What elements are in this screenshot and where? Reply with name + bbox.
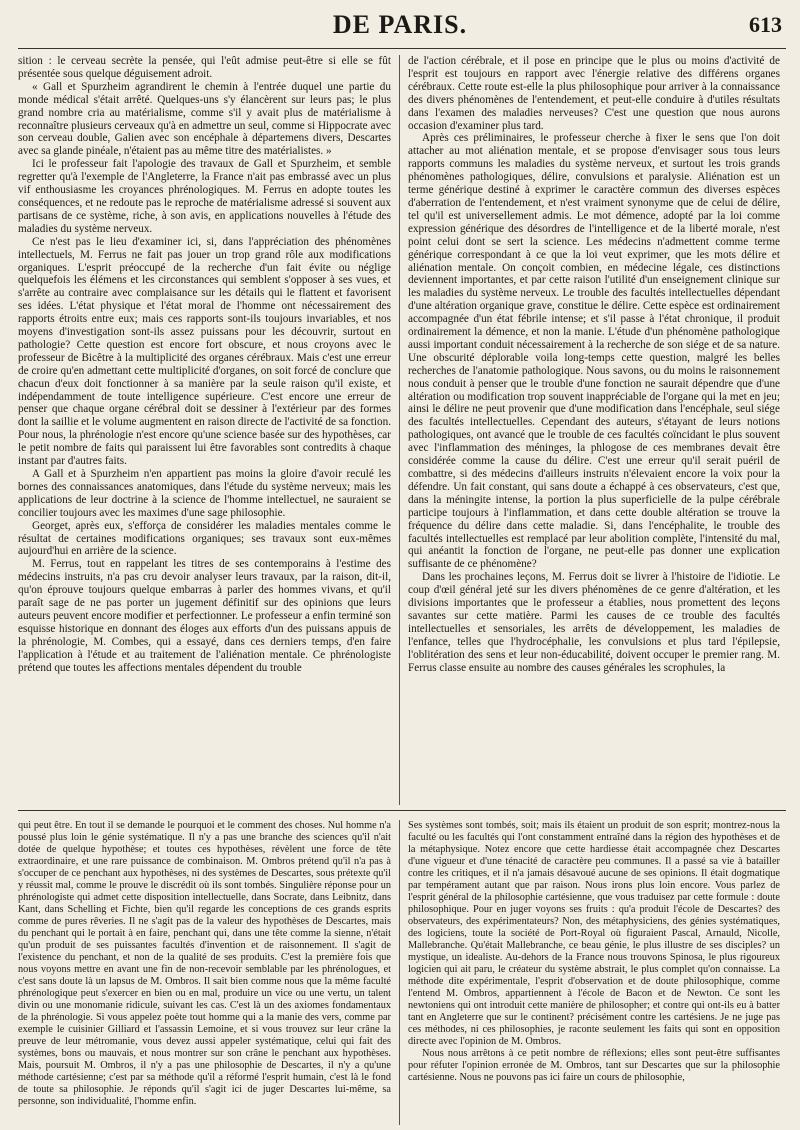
column-divider	[399, 55, 400, 805]
paragraph: Ses systèmes sont tombés, soit; mais ils étaient un produit de son esprit; montrez-nous la faculté ou les facultés qui l'ont constamment entraîné dans la région des hypothèses et de la métaphysique. Notez encore que cette hardiesse était accompagnée chez Descartes d'une vigueur et d'une ténacité de caractère peu communes. Il a passé sa vie à batailler contre les critiques, et il n'a jamais désavoué aucune de ses opinions. Il était dogmatique par tempérament autant que par raison. Nous irons plus loin encore. Vous parlez de l'esprit général de la philosophie cartésienne, que vous traduisez par cette formule : doute philosophique. Pour en juger voyons ses fruits : qu'a produit l'école de Descartes? des observateurs, des expérimentateurs? Non, des métaphysiciens, des génies systématiques, des logiciens, toute la société de Port-Royal où figuraient Pascal, Arnauld, Nicolle, Mallebranche. Qu'était Mallebranche, ce beau génie, le plus illustre de ses disciples? un mystique, un idealiste. Au-dehors de la France nous trouvons Spinosa, le plus rigoureux logicien qui ait paru, le créateur du système abstrait, le plus complet qu'on connaisse. La méthode dite expérimentale, l'esprit d'observation et de doute philosophique, comme l'entend M. Ombros, appartiennent à l'école de Bacon et de Newton. Ce sont les newtoniens qui ont introduit cette manière de philosopher; et contre qui ont-ils eu à batter tant en Angleterre que sur le continent? précisément contre les cartésiens. Je ne juge pas ces méthodes, ni ces philosophies, je raconte seulement les faits qui sont en opposition directe avec l'opinion de M. Ombros.	[408, 820, 780, 1047]
column-divider	[399, 820, 400, 1125]
page-number: 613	[749, 12, 782, 37]
paragraph: Ici le professeur fait l'apologie des travaux de Gall et Spurzheim, et semble regretter qu'à l'exemple de l'Angleterre, la France n'ait pas embrassé avec un plus vif enthousiasme les croyances phrénologiques. M. Ferrus en adopte toutes les conséquences, et ne redoute pas le reproche de matérialisme adressé si souvent aux partisans de ce système, riche, à son avis, en applications nouvelles à l'étude des maladies du système nerveux.	[18, 158, 391, 235]
page-header	[0, 0, 800, 52]
paragraph: de l'action cérébrale, et il pose en principe que le plus ou moins d'activité de l'esprit est toujours en rapport avec l'énergie relative des différens organes cérébraux. Cette route est-elle la plus philosophique pour arriver à la connaissance des divers phénomènes de l'entendement, et peut-elle conduire à d'utiles résultats dans l'examen des maladies nerveuses? C'est une question que nous aurons occasion d'examiner plus tard.	[408, 55, 780, 132]
paragraph: Nous nous arrêtons à ce petit nombre de réflexions; elles sont peut-être suffisantes pour réfuter l'opinion erronée de M. Ombros, tant sur Descartes que sur la philosophie cartésienne. Nous ne pouvons pas ici faire un cours de philosophie,	[408, 1048, 780, 1083]
article-column-right	[408, 55, 780, 803]
paragraph: « Gall et Spurzheim agrandirent le chemin à l'entrée duquel une partie du monde médical s'était arrêté. Quelques-uns s'y élancèrent sur leurs pas; le plus grand nombre cria au matérialisme, comme s'il y avait plus de matérialisme à reconnaître plusieurs cerveaux qu'à en admettre un seul, comme si Hippocrate avec son cerveau double, Galien avec son encéphale à départemens divers, Descartes avec sa glande pinéale, n'étaient pas au même titre des matérialistes. »	[18, 80, 391, 158]
page-title: DE PARIS.	[332, 10, 468, 39]
paragraph: qui peut être. En tout il se demande le pourquoi et le comment des choses. Nul homme n'a poussé plus loin le génie systématique. Il n'y a pas une branche des sciences qu'il n'ait dotée de quelque hypothèse; et toutes ces hypothèses, révèlent une force de tête extraordinaire, et une rare puissance de combinaison. M. Ombros prétend qu'il n'a pas à s'occuper de ce penchant aux hypothèses, ni des systèmes de Descartes, sous prétexte qu'il y réussit mal, comme le prouve le discrédit où ils sont tombés. Singulière réponse pour un phrénologiste qui admet cette disposition intellectuelle, dans Socrate, dans Leibnitz, dans Kant, dans Schelling et Fichte, bien qu'il regarde les conceptions de ces grands esprits comme de pures rêveries. Il ne s'agit pas de la valeur des hypothèses de Descartes, mais du penchant qui le portait à en faire, penchant qui, dans une tête comme la sienne, n'était qu'un produit de ses puissantes facultés d'invention et de raisonnement. Il s'agit de l'existence du penchant, et non de la qualité de ses produits. C'est la première fois que nous voyons mettre en avant une fin de non-recevoir semblable par les phrénologues, et c'est sans doute là un lapsus de M. Ombros. Il sait bien comme nous que la même faculté phrénologique peut s'exercer en bien ou en mal, produire un vice ou une vertu, un talent divin ou une monomanie ridicule, suivant les cas. C'est là un des axiomes fondamentaux de la phrénologie. Si vous appelez poète tout homme qui a la manie des vers, comme par exemple le cuisinier Gilliard et l'assassin Lemoine, et si vous trouvez sur leur crâne la preuve de leur métromanie, vous devez aussi appeler systématique, celui qui fait des systèmes, bons ou mauvais, et nous montrer sur son crâne le penchant aux hypothèses. Mais, poursuit M. Ombros, il n'y a pas une philosophie de Descartes, il n'y a qu'une méthode cartésienne; c'est par sa méthode qu'il a réformé l'esprit humain, c'est là le fond de toute sa philosophie. Je réponds qu'il s'agit ici de juger Descartes lui-même, sa personne, son individualité, l'homme enfin.	[18, 820, 391, 1107]
feuilleton-column-right	[408, 820, 780, 1125]
paragraph: Après ces préliminaires, le professeur cherche à fixer le sens que l'on doit attacher au mot aliénation mentale, et se propose d'envisager sous tous leurs rapports communs les maladies du système nerveux, et surtout les trois grands phénomènes pathologiques, délire, convulsions et paralysie. Aliénation est un terme générique destiné à exprimer le caractère commun des diverses espèces d'aberration de l'entendement, et n'est vraiment synonyme que de celui de délire, tel qu'il est universellement admis. Le mot démence, adopté par la loi comme expression générique des désordres de l'intelligence et de la liberté morale, n'est point celui dont se sert la science. Les médecins n'admettent comme terme générique correspondant à ce que la loi veut exprimer, que les mots délire et aliénation mentale. On conçoit combien, en médecine légale, ces distinctions deviennent importantes, et par cette raison l'utilité d'un enseignement clinique sur les maladies du système nerveux. Le trouble des facultés intellectuelles dépendant d'une altération organique grave, constitue le délire. Cette espèce est ordinairement accompagnée d'un état fébrile intense; et s'il passe à l'état chronique, il produit ordinairement la démence, et non la manie. L'étude d'un phénomène pathologique aussi important conduit nécessairement à la recherche de son siége et de sa nature. Une obscurité déplorable voila long-temps cette question, malgré les belles recherches de l'anatomie pathologique. Nous savons, ou du moins le raisonnement nous conduit à penser que le trouble d'une fonction ne saurait dépendre que d'une altération ou modification trop souvent inappréciable de l'organe qui la met en jeu; ainsi le délire ne peut provenir que d'une modification dans l'encéphale, seul siége des facultés intellectuelles. Cependant des auteurs, s'étayant de leurs notions pathologiques, ont avancé que le trouble de ces facultés coïncidant le plus souvent avec l'inflammation des méninges, la phlogose de ces membranes devait être considérée comme la cause du délire. C'est une erreur qu'il serait puéril de combattre, si des médecins d'ailleurs instruits n'élevaient encore la voix pour la défendre. Un fait constant, qui sans doute a échappé à ces observateurs, c'est que, dans la méningite intense, la portion la plus superficielle de la pulpe cérébrale participe toujours à l'inflammation, et dans cette double altération se trouve la fréquence du délire dans cette maladie. Si, dans l'encéphalite, le trouble des facultés intellectuelles est remplacé par leur abolition complète, l'intensité du mal, qui anéantit la fonction de l'organe, ne peut-elle pas donner une explication suffisante de ce phénomène?	[408, 132, 780, 571]
header-rule	[18, 48, 786, 49]
paragraph: Dans les prochaines leçons, M. Ferrus doit se livrer à l'histoire de l'idiotie. Le coup d'œil général jeté sur les divers phénomènes de ce genre d'altération, et les divisions importantes que le professeur a établies, nous promettent des leçons savantes sur cette matière. Parmi les causes de ce trouble des facultés intellectuelles et sensoriales, les arrêts de développement, les maladies de l'enfance, telles que l'hydrocéphalie, les convulsions et plus tard l'épilepsie, l'oblitération des sens et leur non-éducabilité, doivent occuper le premier rang. M. Ferrus classe ensuite au nombre des causes générales les scrophules, la	[408, 571, 780, 674]
feuilleton-column-left	[18, 820, 391, 1125]
paragraph: Georget, après eux, s'efforça de considérer les maladies mentales comme le résultat de certaines modifications organiques; ses travaux sont eux-mêmes aujourd'hui en arrière de la science.	[18, 519, 391, 558]
paragraph: Ce n'est pas le lieu d'examiner ici, si, dans l'appréciation des phénomènes intellectuels, M. Ferrus ne fait pas jouer un trop grand rôle aux modifications organiques. L'esprit préoccupé de la recherche d'un fait évite ou néglige quelquefois les élémens et les circonstances qui semblent s'opposer à ses vues, et s'arrête au contraire avec complaisance sur les détails qui le flattent et favorisent ses idées. L'état physique et l'état moral de l'homme ont nécessairement des rapports étroits entre eux; mais ces rapports sont-ils toujours invariables, et nos moyens d'investigation sont-ils assez puissans pour les découvrir, surtout en pathologie? Cette question est encore fort obscure, et nous croyons avec le professeur de Bicêtre à la multiplicité des organes cérébraux. Mais c'est une erreur de croire qu'en admettant cette multiplicité d'organes, on soit forcé de conclure que chacun d'eux doit fonctionner à sa manière par la seule raison qu'il existe, et indépendamment de toute intelligence supérieure. C'est encore une erreur de penser que chaque organe cérébral doit se dessiner à l'extérieur par des formes dont la saillie et le volume augmentent en raison directe de l'activité de sa fonction. Pour nous, la phrénologie n'est encore qu'une science basée sur des hypothèses, car le petit nombre de faits qui paraissent lui être favorables sont contredits à chaque instant par d'autres faits.	[18, 235, 391, 468]
paragraph: sition : le cerveau secrète la pensée, qui l'eût admise peut-être si elle se fût présentée sous quelque déguisement adroit.	[18, 55, 391, 80]
paragraph: A Gall et à Spurzheim n'en appartient pas moins la gloire d'avoir reculé les bornes des connaissances anatomiques, dans l'étude du système nerveux; mais les applications de leur doctrine à la science de l'homme intellectuel, ne sauraient se concilier toujours avec les maximes d'une sage philosophie.	[18, 468, 391, 519]
section-divider	[18, 810, 786, 811]
paragraph: M. Ferrus, tout en rappelant les titres de ses contemporains à l'estime des médecins instruits, n'a pas cru devoir analyser leurs travaux, par la raison, dit-il, qu'on éprouve toujours quelque embarras à parler des hommes vivans, et qu'il paraît sage de ne pas porter un jugement définitif sur des opinions que leurs auteurs peuvent encore modifier et perfectionner. Le professeur a enfin terminé son esquisse historique en donnant des éloges aux efforts d'un des puissans appuis de la phrénologie, M. Combes, qui a essayé, dans ces derniers temps, d'en faire l'application à l'étude et au traitement de l'aliénation mentale. Ce phrénologiste prétend que toutes les affections mentales dépendent du trouble	[18, 558, 391, 674]
article-column-left	[18, 55, 391, 803]
